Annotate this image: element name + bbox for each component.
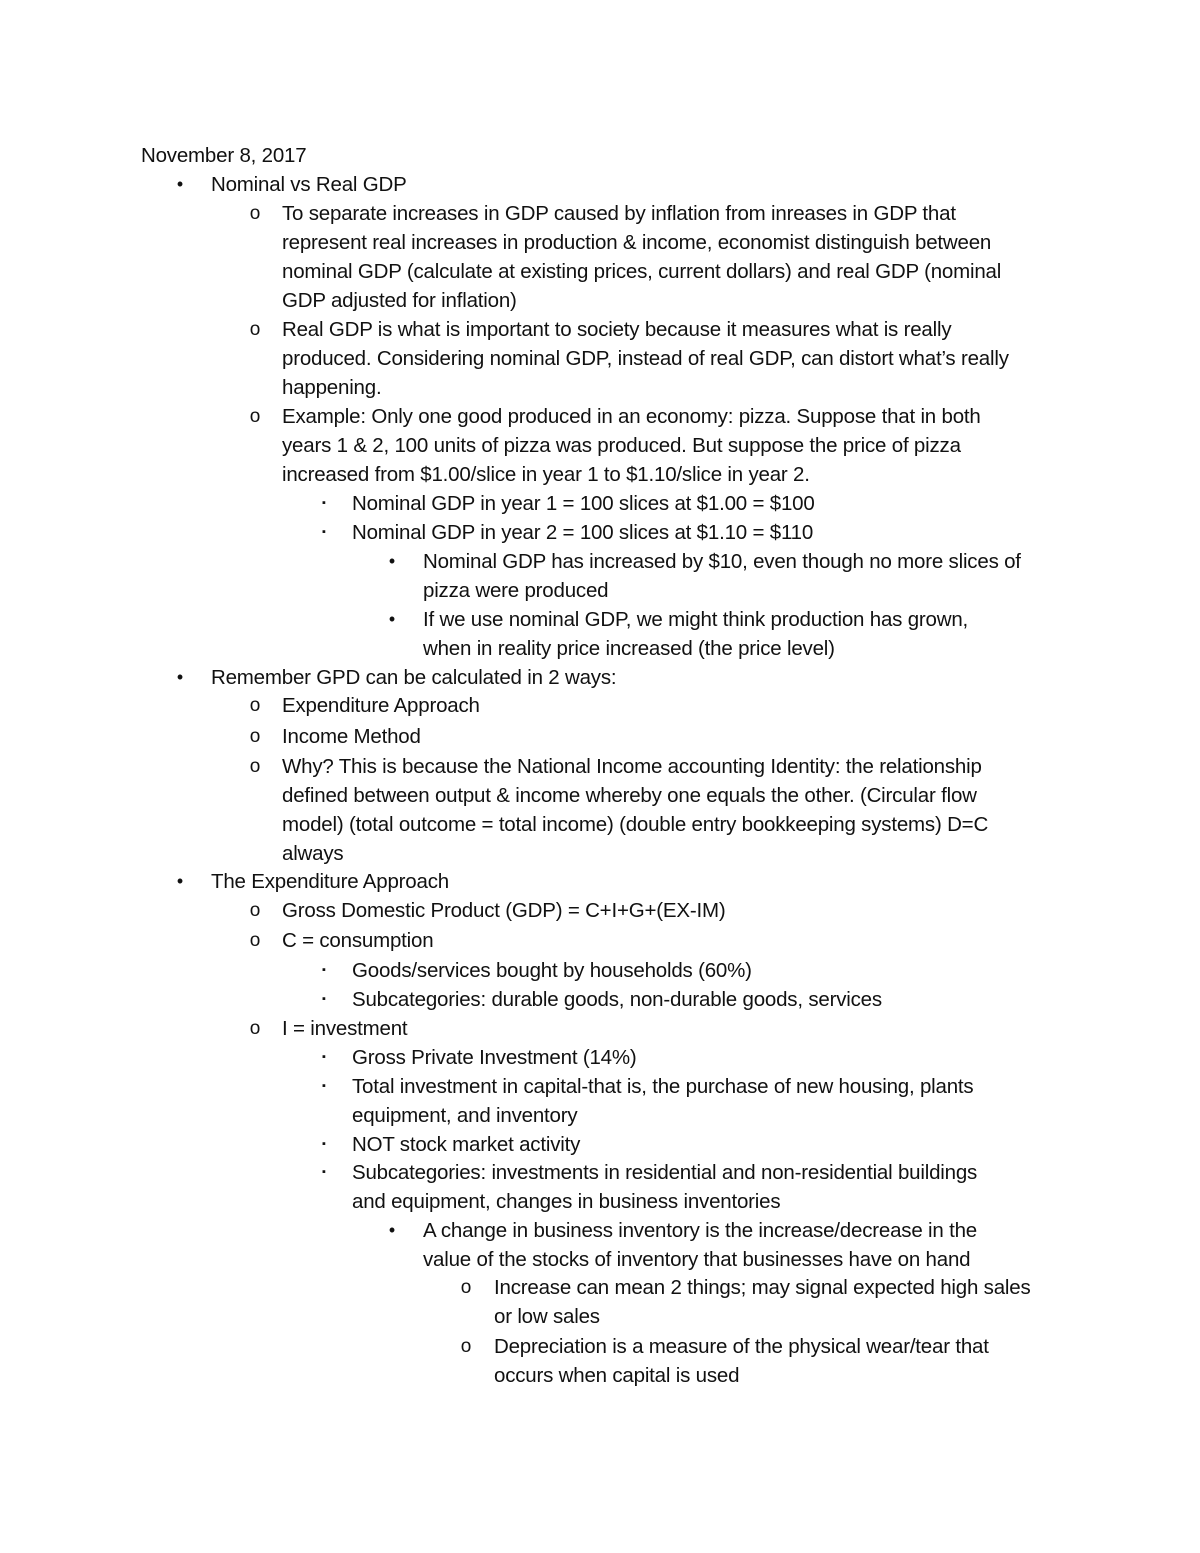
list-item-continuation: value of the stocks of inventory that businesses have on hand [423,1248,971,1271]
list-item-continuation: model) (total outcome = total income) (double entry bookkeeping systems) D=C [282,813,989,836]
list-item-continuation: equipment, and inventory [352,1104,578,1127]
list-item-level4: A change in business inventory is the increase/decrease in the [423,1219,977,1242]
list-item-continuation: nominal GDP (calculate at existing prices, current dollars) and real GDP (nominal [282,260,1002,283]
list-item-level2: To separate increases in GDP caused by inflation from inreases in GDP that [282,202,956,225]
bullet-square-icon: ▪ [322,964,326,976]
document-date: November 8, 2017 [141,144,307,167]
list-item-level3: Total investment in capital-that is, the purchase of new housing, plants [352,1075,974,1098]
list-item-continuation: occurs when capital is used [494,1364,740,1387]
bullet-circle-icon: o [249,726,261,747]
list-item-continuation: years 1 & 2, 100 units of pizza was produced. But suppose the price of pizza [282,434,961,457]
bullet-disc-icon: • [388,1220,396,1240]
list-item-level4: Nominal GDP has increased by $10, even though no more slices of [423,550,1021,573]
list-item-level5: Increase can mean 2 things; may signal expected high sales [494,1276,1031,1299]
list-item-level4: If we use nominal GDP, we might think production has grown, [423,608,969,631]
list-item-continuation: pizza were produced [423,579,609,602]
list-item-continuation: and equipment, changes in business inventories [352,1190,781,1213]
list-item-level3: Goods/services bought by households (60%) [352,959,752,982]
list-item-level2: I = investment [282,1017,408,1040]
list-item-level3: Gross Private Investment (14%) [352,1046,637,1069]
bullet-disc-icon: • [388,551,396,571]
list-item-level2: Expenditure Approach [282,694,480,717]
list-item-level2: Real GDP is what is important to society because it measures what is really [282,318,952,341]
bullet-circle-icon: o [249,756,261,777]
list-item-level1: The Expenditure Approach [211,870,449,893]
bullet-disc-icon: • [176,667,184,687]
bullet-circle-icon: o [460,1277,472,1298]
list-item-level2: Example: Only one good produced in an economy: pizza. Suppose that in both [282,405,981,428]
list-item-level2: Income Method [282,725,421,748]
bullet-square-icon: ▪ [322,497,326,509]
list-item-continuation: GDP adjusted for inflation) [282,289,517,312]
list-item-level3: NOT stock market activity [352,1133,581,1156]
list-item-continuation: increased from $1.00/slice in year 1 to $1.10/slice in year 2. [282,463,810,486]
bullet-disc-icon: • [176,871,184,891]
bullet-circle-icon: o [249,406,261,427]
list-item-continuation: defined between output & income whereby one equals the other. (Circular flow [282,784,977,807]
list-item-level3: Subcategories: investments in residential and non-residential buildings [352,1161,978,1184]
bullet-circle-icon: o [249,203,261,224]
list-item-continuation: or low sales [494,1305,600,1328]
bullet-square-icon: ▪ [322,526,326,538]
list-item-continuation: always [282,842,344,865]
bullet-circle-icon: o [249,930,261,951]
list-item-level3: Nominal GDP in year 2 = 100 slices at $1.10 = $110 [352,521,814,544]
list-item-continuation: happening. [282,376,382,399]
list-item-continuation: produced. Considering nominal GDP, instead of real GDP, can distort what’s really [282,347,1009,370]
list-item-level3: Subcategories: durable goods, non-durable goods, services [352,988,882,1011]
bullet-square-icon: ▪ [322,1051,326,1063]
list-item-continuation: represent real increases in production & income, economist distinguish between [282,231,992,254]
list-item-level2: Gross Domestic Product (GDP) = C+I+G+(EX-IM) [282,899,726,922]
list-item-level5: Depreciation is a measure of the physical wear/tear that [494,1335,989,1358]
bullet-circle-icon: o [249,695,261,716]
list-item-level2: Why? This is because the National Income accounting Identity: the relationship [282,755,982,778]
bullet-square-icon: ▪ [322,1138,326,1150]
bullet-square-icon: ▪ [322,993,326,1005]
bullet-circle-icon: o [249,319,261,340]
list-item-level3: Nominal GDP in year 1 = 100 slices at $1.00 = $100 [352,492,815,515]
bullet-circle-icon: o [460,1336,472,1357]
bullet-circle-icon: o [249,900,261,921]
bullet-square-icon: ▪ [322,1080,326,1092]
list-item-continuation: when in reality price increased (the price level) [423,637,835,660]
list-item-level1: Nominal vs Real GDP [211,173,407,196]
bullet-disc-icon: • [176,174,184,194]
list-item-level1: Remember GPD can be calculated in 2 ways: [211,666,617,689]
bullet-disc-icon: • [388,609,396,629]
bullet-circle-icon: o [249,1018,261,1039]
list-item-level2: C = consumption [282,929,434,952]
bullet-square-icon: ▪ [322,1166,326,1178]
